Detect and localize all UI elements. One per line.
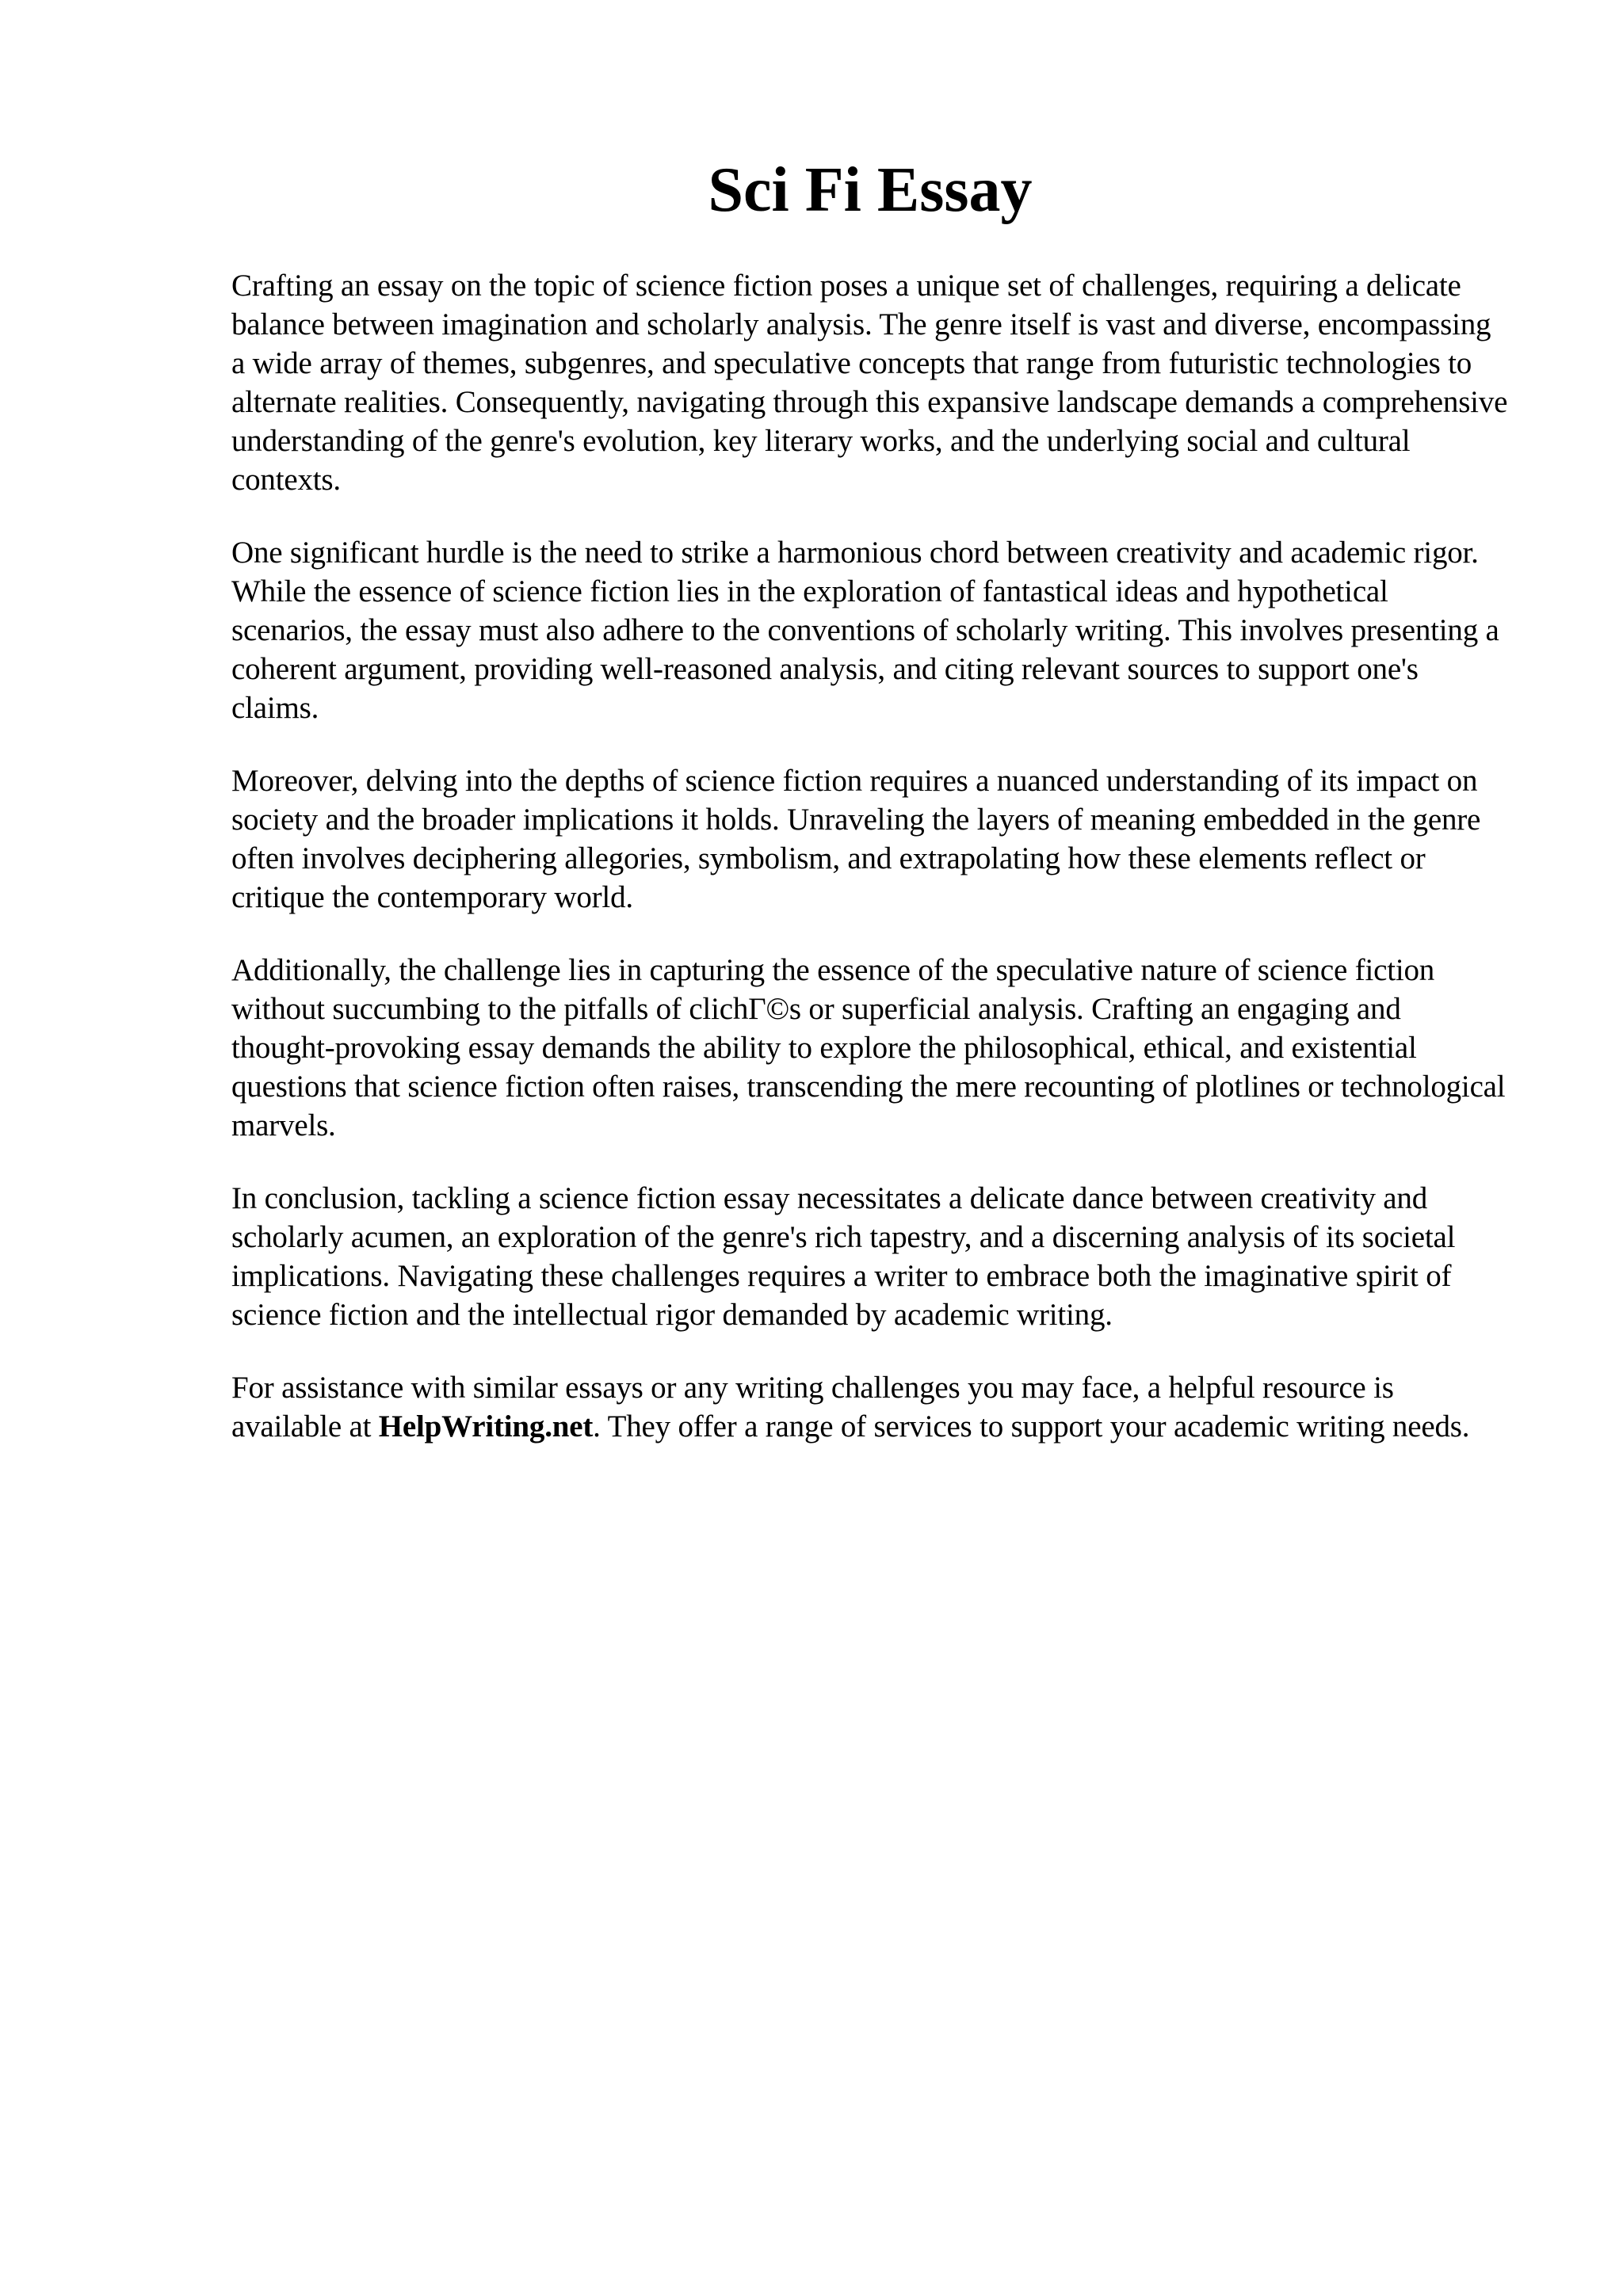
- paragraph-1: Crafting an essay on the topic of science fiction poses a unique set of challenges, requiring a delicate balance between imagination and scholarly analysis. The genre itself is vast and diverse, encompassing a wide array of themes, subgenres, and speculative concepts that range from futuristic technologies to alternate realities. Consequently, navigating through this expansive landscape demands a comprehensive understanding of the genre's evolution, key literary works, and the underlying social and cultural contexts.: [231, 269, 1508, 497]
- paragraph-4: Additionally, the challenge lies in capturing the essence of the speculative nature of science fiction without succumbing to the pitfalls of clichГ©s or superficial analysis. Crafting an engaging and thought-provoking essay demands the ability to explore the philosophical, ethical, and existential questions that science fiction often raises, transcending the mere recounting of plotlines or technological marvels.: [231, 953, 1506, 1142]
- closing-text-after-link: . They offer a range of services to support your academic writing needs.: [593, 1409, 1470, 1444]
- helpwriting-link[interactable]: HelpWriting.net: [378, 1409, 594, 1444]
- closing-paragraph: [231, 1368, 1509, 1446]
- paragraph-5: In conclusion, tackling a science fiction essay necessitates a delicate dance between creativity and scholarly acumen, an exploration of the genre's rich tapestry, and a discerning analysis of its societal implications. Navigating these challenges requires a writer to embrace both the imaginative spirit of science fiction and the intellectual rigor demanded by academic writing.: [231, 1181, 1456, 1332]
- essay-body: [231, 152, 1509, 1480]
- paragraph-3: Moreover, delving into the depths of science fiction requires a nuanced understanding of its impact on society and the broader implications it holds. Unraveling the layers of meaning embedded in the genre often involves deciphering allegories, symbolism, and extrapolating how these elements reflect or critique the contemporary world.: [231, 764, 1481, 914]
- paragraph-2: One significant hurdle is the need to strike a harmonious chord between creativity and academic rigor. While the essence of science fiction lies in the exploration of fantastical ideas and hypothetical scenarios, the essay must also adhere to the conventions of scholarly writing. This involves presenting a coherent argument, providing well-reasoned analysis, and citing relevant sources to support one's claims.: [231, 536, 1499, 725]
- page-title: Sci Fi Essay: [708, 155, 1033, 225]
- closing-text-before-link: For assistance with similar essays or any writing challenges you may face, a helpful resource is available at: [231, 1371, 1394, 1444]
